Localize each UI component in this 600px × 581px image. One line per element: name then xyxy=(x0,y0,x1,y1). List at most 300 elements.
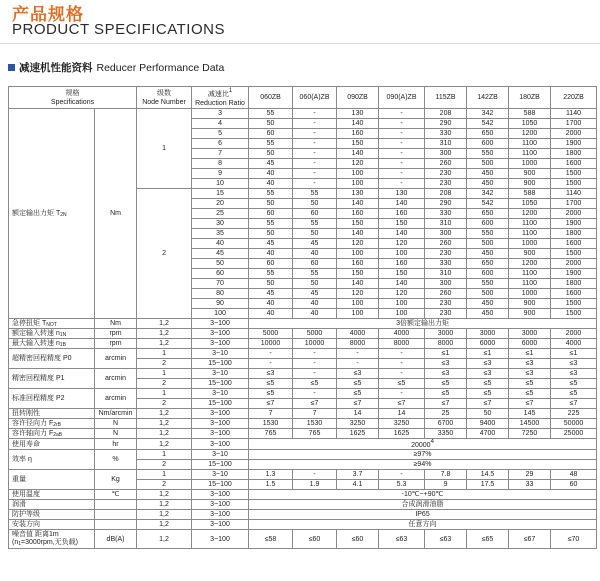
value-cell: ≤5 xyxy=(249,379,293,389)
value-cell: 300 xyxy=(425,229,467,239)
value-cell: 1900 xyxy=(551,139,597,149)
row-label-subscript: NOT xyxy=(46,321,57,328)
value-cell: ≤1 xyxy=(467,349,509,359)
row-label-text: 效率 η xyxy=(12,456,32,463)
value-cell: 1050 xyxy=(509,199,551,209)
stage-cell: 1,2 xyxy=(137,520,192,530)
value-cell: ≤7 xyxy=(337,399,379,409)
value-cell: ≤7 xyxy=(379,399,425,409)
value-cell: ≤70 xyxy=(551,530,597,549)
value-cell: 48 xyxy=(551,470,597,480)
value-cell: 1200 xyxy=(509,129,551,139)
value-cell: - xyxy=(293,179,337,189)
value-cell: - xyxy=(293,389,337,399)
value-cell: 140 xyxy=(379,229,425,239)
reducer-performance-table xyxy=(8,86,597,549)
value-cell: 50 xyxy=(249,119,293,129)
value-span-cell: 任意方向 xyxy=(249,520,597,530)
value-cell: 260 xyxy=(425,289,467,299)
row-label-text: 容许径向力 F xyxy=(12,419,54,427)
row-label-text: 急停扭矩 T xyxy=(12,319,47,327)
ratio-cell: 20 xyxy=(192,199,249,209)
value-cell: - xyxy=(379,109,425,119)
value-cell: 1100 xyxy=(509,279,551,289)
value-cell: 1000 xyxy=(509,239,551,249)
value-cell: 208 xyxy=(425,109,467,119)
stage-cell: 1,2 xyxy=(137,319,192,329)
value-cell: 55 xyxy=(293,269,337,279)
value-cell: 120 xyxy=(337,159,379,169)
value-cell: ≤65 xyxy=(467,530,509,549)
table-row xyxy=(9,429,597,439)
ratio-cell: 15 xyxy=(192,189,249,199)
row-label xyxy=(9,409,95,419)
unit-cell: arcmin xyxy=(95,369,137,389)
stage-cell: 1,2 xyxy=(137,510,192,520)
unit-cell: % xyxy=(95,450,137,470)
value-cell: 1050 xyxy=(509,119,551,129)
value-cell: 1500 xyxy=(551,179,597,189)
value-cell: 60 xyxy=(551,480,597,490)
value-cell: - xyxy=(293,129,337,139)
value-cell: 100 xyxy=(379,309,425,319)
value-span-cell: 合成润滑油脂 xyxy=(249,500,597,510)
page-title-cn: 产品规格 xyxy=(12,5,84,24)
ratio-cell: 3~10 xyxy=(192,470,249,480)
stage-cell: 2 xyxy=(137,379,192,389)
ratio-cell: 3~10 xyxy=(192,389,249,399)
header-model: 090ZB xyxy=(337,87,379,109)
value-cell: 2000 xyxy=(551,329,597,339)
header-model: 142ZB xyxy=(467,87,509,109)
value-cell: - xyxy=(337,359,379,369)
value-cell: 765 xyxy=(249,429,293,439)
row-label-text: 使用寿命 xyxy=(12,440,40,448)
value-cell: 230 xyxy=(425,299,467,309)
unit-cell: Nm/arcmin xyxy=(95,409,137,419)
value-cell: 3000 xyxy=(467,329,509,339)
stage-cell: 2 xyxy=(137,359,192,369)
value-cell: 9 xyxy=(425,480,467,490)
stage-cell: 1,2 xyxy=(137,439,192,450)
value-cell: 3250 xyxy=(337,419,379,429)
header-model: 220ZB xyxy=(551,87,597,109)
table-row xyxy=(9,520,597,530)
row-label-subscript: 1 xyxy=(18,540,22,547)
value-cell: 10000 xyxy=(249,339,293,349)
value-cell: 60 xyxy=(249,259,293,269)
value-cell: - xyxy=(379,389,425,399)
ratio-cell: 70 xyxy=(192,279,249,289)
value-cell: - xyxy=(293,349,337,359)
table-row xyxy=(9,369,597,379)
value-cell: 290 xyxy=(425,199,467,209)
value-cell: 550 xyxy=(467,149,509,159)
value-cell: 145 xyxy=(509,409,551,419)
value-cell: ≤5 xyxy=(509,379,551,389)
ratio-cell: 15~100 xyxy=(192,460,249,470)
value-cell: ≤63 xyxy=(379,530,425,549)
value-cell: 1500 xyxy=(551,299,597,309)
row-label-text: 防护等级 xyxy=(12,511,40,518)
value-cell: 140 xyxy=(337,279,379,289)
ratio-cell: 3~100 xyxy=(192,319,249,329)
value-cell: ≤7 xyxy=(467,399,509,409)
unit-cell: Kg xyxy=(95,470,137,490)
section-title-en: Reducer Performance Data xyxy=(96,61,225,74)
row-label-text: 额定输出力矩 T xyxy=(12,209,61,217)
row-label-text: 噪音值 距离1m xyxy=(12,530,59,538)
unit-cell: N xyxy=(95,429,137,439)
table-row xyxy=(9,500,597,510)
row-label-text: 标准回程精度 P2 xyxy=(12,395,65,402)
value-cell: ≤1 xyxy=(425,349,467,359)
section-heading xyxy=(8,60,224,75)
value-cell: - xyxy=(249,349,293,359)
value-cell: 8000 xyxy=(337,339,379,349)
value-cell: 3000 xyxy=(425,329,467,339)
value-cell: 14500 xyxy=(509,419,551,429)
stage-cell: 1,2 xyxy=(137,329,192,339)
value-cell: 1100 xyxy=(509,139,551,149)
value-cell: 6000 xyxy=(509,339,551,349)
value-cell: 40 xyxy=(249,169,293,179)
value-cell: 900 xyxy=(509,169,551,179)
value-cell: - xyxy=(249,359,293,369)
value-span-cell: IP65 xyxy=(249,510,597,520)
value-cell: 140 xyxy=(337,149,379,159)
value-cell: 588 xyxy=(509,189,551,199)
value-span-cell: 3倍额定输出力矩 xyxy=(249,319,597,329)
ratio-cell: 9 xyxy=(192,169,249,179)
value-cell: 14 xyxy=(379,409,425,419)
value-cell: 2000 xyxy=(551,259,597,269)
table-row xyxy=(9,389,597,399)
value-cell: - xyxy=(293,359,337,369)
value-cell: 4000 xyxy=(551,339,597,349)
value-cell: 17.5 xyxy=(467,480,509,490)
stage-cell: 2 xyxy=(137,460,192,470)
value-cell: 290 xyxy=(425,119,467,129)
value-cell: 55 xyxy=(293,219,337,229)
value-cell: 55 xyxy=(249,139,293,149)
table-row xyxy=(9,530,597,549)
value-cell: 55 xyxy=(249,219,293,229)
stage-cell: 1,2 xyxy=(137,419,192,429)
value-cell: 1700 xyxy=(551,199,597,209)
value-cell: 342 xyxy=(467,189,509,199)
ratio-cell: 15~100 xyxy=(192,379,249,389)
unit-cell: rpm xyxy=(95,329,137,339)
value-cell: 542 xyxy=(467,199,509,209)
value-cell: 342 xyxy=(467,109,509,119)
value-cell: ≤60 xyxy=(293,530,337,549)
value-cell: 100 xyxy=(379,299,425,309)
value-cell: 4000 xyxy=(379,329,425,339)
value-cell: 2000 xyxy=(551,209,597,219)
value-cell: 1800 xyxy=(551,229,597,239)
ratio-cell: 15~100 xyxy=(192,399,249,409)
value-cell: 300 xyxy=(425,149,467,159)
header-model: 060(A)ZB xyxy=(293,87,337,109)
value-cell: 1800 xyxy=(551,279,597,289)
value-cell: 55 xyxy=(249,109,293,119)
value-cell: 55 xyxy=(293,189,337,199)
value-cell: 1800 xyxy=(551,149,597,159)
value-cell: 100 xyxy=(379,249,425,259)
value-cell: 1100 xyxy=(509,269,551,279)
row-label xyxy=(9,389,95,409)
row-label xyxy=(9,419,95,429)
value-cell: ≤7 xyxy=(293,399,337,409)
value-cell: ≤7 xyxy=(509,399,551,409)
value-cell: 300 xyxy=(425,279,467,289)
value-cell: 10000 xyxy=(293,339,337,349)
ratio-cell: 5 xyxy=(192,129,249,139)
value-cell: 310 xyxy=(425,269,467,279)
value-cell: ≤60 xyxy=(337,530,379,549)
ratio-cell: 50 xyxy=(192,259,249,269)
stage-cell: 1 xyxy=(137,109,192,189)
value-cell: 140 xyxy=(337,119,379,129)
value-cell: 140 xyxy=(337,199,379,209)
value-cell: ≤3 xyxy=(337,369,379,379)
value-cell: 50 xyxy=(293,279,337,289)
value-cell: 1900 xyxy=(551,269,597,279)
header-model: 115ZB xyxy=(425,87,467,109)
value-cell: 7250 xyxy=(509,429,551,439)
value-cell: 588 xyxy=(509,109,551,119)
value-cell: 33 xyxy=(509,480,551,490)
ratio-cell: 3~100 xyxy=(192,419,249,429)
value-cell: 542 xyxy=(467,119,509,129)
row-label-text: 精密回程精度 P1 xyxy=(12,375,65,382)
ratio-cell: 3~10 xyxy=(192,349,249,359)
value-cell: 50 xyxy=(249,279,293,289)
value-cell: 130 xyxy=(337,109,379,119)
value-cell: ≤3 xyxy=(509,359,551,369)
ratio-cell: 7 xyxy=(192,149,249,159)
value-cell: 100 xyxy=(337,179,379,189)
value-cell: 208 xyxy=(425,189,467,199)
ratio-cell: 3~10 xyxy=(192,369,249,379)
ratio-cell: 3~100 xyxy=(192,429,249,439)
value-cell: 1100 xyxy=(509,229,551,239)
ratio-cell: 80 xyxy=(192,289,249,299)
row-label xyxy=(9,319,95,329)
value-cell: ≤5 xyxy=(337,379,379,389)
ratio-cell: 4 xyxy=(192,119,249,129)
value-cell: ≤1 xyxy=(509,349,551,359)
value-cell: - xyxy=(379,159,425,169)
value-cell: 60 xyxy=(249,129,293,139)
stage-cell: 2 xyxy=(137,399,192,409)
value-cell: 60 xyxy=(293,209,337,219)
value-cell: 1200 xyxy=(509,259,551,269)
value-cell: 8000 xyxy=(379,339,425,349)
table-row xyxy=(9,419,597,429)
row-label-text: 最大输入转速 n xyxy=(12,339,60,347)
value-cell: 14 xyxy=(337,409,379,419)
table-row xyxy=(9,339,597,349)
value-cell: 160 xyxy=(337,209,379,219)
value-cell: ≤5 xyxy=(551,379,597,389)
table-row xyxy=(9,349,597,359)
value-cell: ≤58 xyxy=(249,530,293,549)
ratio-cell: 30 xyxy=(192,219,249,229)
value-cell: 1000 xyxy=(509,159,551,169)
value-cell: 7.8 xyxy=(425,470,467,480)
value-cell: 600 xyxy=(467,269,509,279)
value-cell: 150 xyxy=(379,219,425,229)
ratio-cell: 3~100 xyxy=(192,339,249,349)
value-cell: 230 xyxy=(425,309,467,319)
value-cell: 500 xyxy=(467,159,509,169)
value-cell: 3250 xyxy=(379,419,425,429)
stage-cell: 1,2 xyxy=(137,429,192,439)
value-cell: ≤5 xyxy=(249,389,293,399)
value-cell: 1100 xyxy=(509,219,551,229)
value-cell: ≤3 xyxy=(425,369,467,379)
ratio-cell: 6 xyxy=(192,139,249,149)
value-cell: 120 xyxy=(337,289,379,299)
value-cell: 5.3 xyxy=(379,480,425,490)
value-cell: 50 xyxy=(249,199,293,209)
value-cell: - xyxy=(293,149,337,159)
ratio-cell: 3~100 xyxy=(192,439,249,450)
page-title-en: PRODUCT SPECIFICATIONS xyxy=(12,21,225,38)
unit-cell: Nm xyxy=(95,109,137,319)
value-cell: ≤5 xyxy=(379,379,425,389)
row-label-text: 润滑 xyxy=(12,501,26,508)
value-cell: - xyxy=(293,159,337,169)
value-cell: 650 xyxy=(467,259,509,269)
value-cell: 4700 xyxy=(467,429,509,439)
stage-cell: 1 xyxy=(137,389,192,399)
value-cell: - xyxy=(293,470,337,480)
value-cell: 330 xyxy=(425,259,467,269)
value-cell: 1600 xyxy=(551,159,597,169)
value-cell: - xyxy=(293,369,337,379)
value-span-cell: ≥97% xyxy=(249,450,597,460)
value-cell: 450 xyxy=(467,299,509,309)
unit-cell: ℃ xyxy=(95,490,137,500)
value-cell: 50 xyxy=(249,229,293,239)
value-cell: 29 xyxy=(509,470,551,480)
value-cell: 100 xyxy=(337,169,379,179)
row-label xyxy=(9,470,95,490)
unit-cell xyxy=(95,500,137,510)
stage-cell: 1 xyxy=(137,450,192,460)
stage-cell: 1,2 xyxy=(137,409,192,419)
row-label-text: 重量 xyxy=(12,476,26,483)
value-cell: 650 xyxy=(467,209,509,219)
row-label xyxy=(9,429,95,439)
row-label xyxy=(9,329,95,339)
value-cell: 40 xyxy=(249,309,293,319)
value-cell: ≤5 xyxy=(551,389,597,399)
value-cell: 1.5 xyxy=(249,480,293,490)
value-cell: 14.5 xyxy=(467,470,509,480)
row-label xyxy=(9,349,95,369)
square-bullet-icon xyxy=(8,64,15,71)
value-cell: 6700 xyxy=(425,419,467,429)
value-cell: 1.3 xyxy=(249,470,293,480)
header-node-number: 级数 Node Number xyxy=(137,87,192,109)
row-label xyxy=(9,530,95,549)
ratio-cell: 25 xyxy=(192,209,249,219)
value-cell: 4.1 xyxy=(337,480,379,490)
value-cell: 7 xyxy=(293,409,337,419)
value-cell: 25 xyxy=(425,409,467,419)
value-cell: 50 xyxy=(249,149,293,159)
stage-cell: 1,2 xyxy=(137,490,192,500)
value-cell: 140 xyxy=(379,279,425,289)
value-text: 20000 xyxy=(411,442,431,449)
value-cell: 50 xyxy=(293,229,337,239)
value-cell: 100 xyxy=(337,299,379,309)
value-cell: 150 xyxy=(337,139,379,149)
value-cell: 4000 xyxy=(337,329,379,339)
value-cell: ≤1 xyxy=(551,349,597,359)
value-cell: 450 xyxy=(467,249,509,259)
unit-cell xyxy=(95,510,137,520)
value-cell: 600 xyxy=(467,139,509,149)
row-label-subscript: 2rB xyxy=(53,421,62,428)
value-cell: - xyxy=(379,470,425,480)
value-cell: 150 xyxy=(337,269,379,279)
stage-cell: 2 xyxy=(137,189,192,319)
value-cell: 25000 xyxy=(551,429,597,439)
value-cell: - xyxy=(379,149,425,159)
value-cell: 40 xyxy=(293,309,337,319)
value-cell: 5000 xyxy=(249,329,293,339)
stage-cell: 1 xyxy=(137,349,192,359)
ratio-cell: 100 xyxy=(192,309,249,319)
header-reduction-ratio: 减速比1 Reduction Ratio xyxy=(192,87,249,109)
value-cell: 225 xyxy=(551,409,597,419)
row-label-subscript: 2aB xyxy=(53,431,63,438)
row-label xyxy=(9,450,95,470)
row-label-text: 扭转刚性 xyxy=(12,410,40,417)
stage-cell: 2 xyxy=(137,480,192,490)
ratio-cell: 15~100 xyxy=(192,480,249,490)
value-cell: 330 xyxy=(425,209,467,219)
value-cell: - xyxy=(293,169,337,179)
value-cell: 1530 xyxy=(293,419,337,429)
value-cell: 55 xyxy=(249,189,293,199)
section-title-cn: 减速机性能资料 xyxy=(19,62,93,74)
row-label-text: 使用温度 xyxy=(12,491,40,498)
value-cell: 45 xyxy=(249,159,293,169)
table-row xyxy=(9,319,597,329)
table-row xyxy=(9,109,597,119)
row-label-subscript: 2N xyxy=(60,211,67,218)
value-cell: 100 xyxy=(337,309,379,319)
row-label-text: (n xyxy=(12,538,19,546)
value-cell: 40 xyxy=(249,179,293,189)
row-label xyxy=(9,520,95,530)
value-cell: 230 xyxy=(425,179,467,189)
value-cell: 330 xyxy=(425,129,467,139)
value-cell: 2000 xyxy=(551,129,597,139)
value-cell: 45 xyxy=(293,289,337,299)
ratio-cell: 3~10 xyxy=(192,450,249,460)
ratio-cell: 8 xyxy=(192,159,249,169)
value-cell: 120 xyxy=(379,289,425,299)
value-cell: ≤5 xyxy=(425,389,467,399)
ratio-cell: 10 xyxy=(192,179,249,189)
